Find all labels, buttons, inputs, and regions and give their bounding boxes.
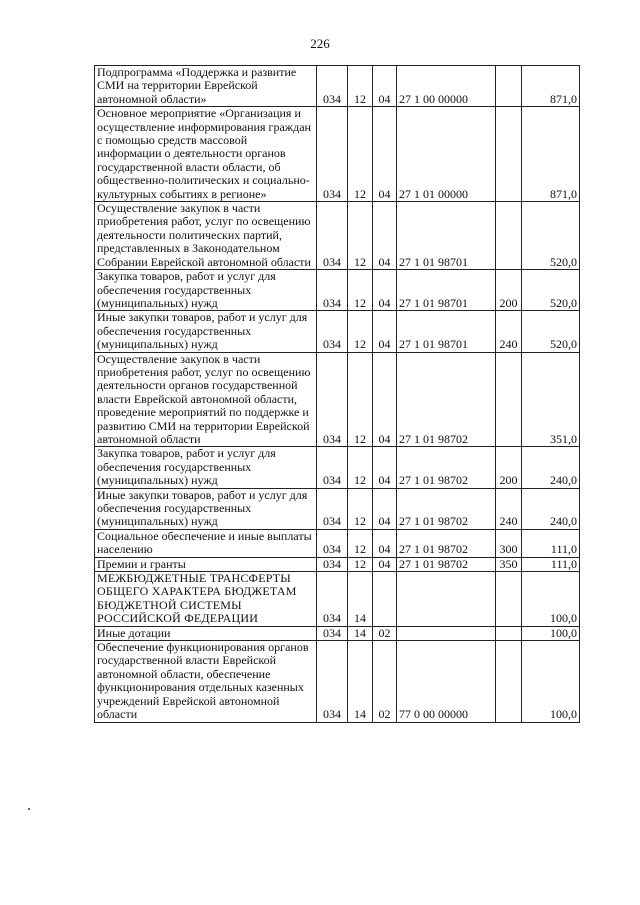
row-rz: 14 bbox=[348, 572, 373, 627]
row-rz: 12 bbox=[348, 447, 373, 488]
row-name: Обеспечение функционирования органов государственной власти Еврейской автономной области, обеспечение функционирования отдельных казенных учреждений Еврейской автономной области bbox=[95, 641, 317, 722]
row-pr: 04 bbox=[373, 270, 397, 311]
row-csr: 27 1 01 98702 bbox=[397, 488, 496, 529]
row-csr: 27 1 01 98702 bbox=[397, 557, 496, 571]
row-sum: 111,0 bbox=[522, 529, 580, 557]
row-name: Иные дотации bbox=[95, 626, 317, 640]
row-sum: 871,0 bbox=[522, 66, 580, 107]
row-sum: 100,0 bbox=[522, 641, 580, 722]
row-grbs: 034 bbox=[317, 641, 348, 722]
row-pr: 04 bbox=[373, 107, 397, 202]
row-pr: 04 bbox=[373, 557, 397, 571]
table-row bbox=[95, 626, 580, 640]
row-name: Подпрограмма «Поддержка и развитие СМИ на территории Еврейской автономной области» bbox=[95, 66, 317, 107]
row-sum: 240,0 bbox=[522, 488, 580, 529]
row-vr: 350 bbox=[496, 557, 522, 571]
row-csr: 27 1 01 98701 bbox=[397, 270, 496, 311]
row-grbs: 034 bbox=[317, 352, 348, 447]
row-rz: 12 bbox=[348, 488, 373, 529]
row-name: МЕЖБЮДЖЕТНЫЕ ТРАНСФЕРТЫ ОБЩЕГО ХАРАКТЕРА БЮДЖЕТАМ БЮДЖЕТНОЙ СИСТЕМЫ РОССИЙСКОЙ ФЕДЕРАЦИИ bbox=[95, 572, 317, 627]
row-vr bbox=[496, 572, 522, 627]
table-row bbox=[95, 107, 580, 202]
row-grbs: 034 bbox=[317, 447, 348, 488]
row-sum: 520,0 bbox=[522, 270, 580, 311]
table-row bbox=[95, 447, 580, 488]
row-csr: 27 1 01 98701 bbox=[397, 311, 496, 352]
row-vr bbox=[496, 202, 522, 270]
row-vr bbox=[496, 626, 522, 640]
row-pr bbox=[373, 572, 397, 627]
row-grbs: 034 bbox=[317, 107, 348, 202]
row-grbs: 034 bbox=[317, 557, 348, 571]
row-sum: 240,0 bbox=[522, 447, 580, 488]
table-row bbox=[95, 488, 580, 529]
row-rz: 12 bbox=[348, 557, 373, 571]
row-grbs: 034 bbox=[317, 270, 348, 311]
table-row bbox=[95, 641, 580, 722]
row-csr: 77 0 00 00000 bbox=[397, 641, 496, 722]
row-csr: 27 1 01 98702 bbox=[397, 529, 496, 557]
row-vr bbox=[496, 107, 522, 202]
row-csr: 27 1 01 98702 bbox=[397, 352, 496, 447]
row-name: Иные закупки товаров, работ и услуг для обеспечения государственных (муниципальных) нужд bbox=[95, 488, 317, 529]
row-vr: 240 bbox=[496, 311, 522, 352]
row-name: Закупка товаров, работ и услуг для обеспечения государственных (муниципальных) нужд bbox=[95, 447, 317, 488]
row-vr: 240 bbox=[496, 488, 522, 529]
row-name: Осуществление закупок в части приобретения работ, услуг по освещению деятельности органов государственной власти Еврейской автономной области, проведение мероприятий по поддержке и развитию СМИ на территории Еврейской автономной области bbox=[95, 352, 317, 447]
row-pr: 02 bbox=[373, 641, 397, 722]
row-rz: 12 bbox=[348, 202, 373, 270]
row-pr: 04 bbox=[373, 352, 397, 447]
row-grbs: 034 bbox=[317, 202, 348, 270]
row-name: Иные закупки товаров, работ и услуг для обеспечения государственных (муниципальных) нужд bbox=[95, 311, 317, 352]
row-grbs: 034 bbox=[317, 572, 348, 627]
row-csr: 27 1 01 00000 bbox=[397, 107, 496, 202]
row-vr: 200 bbox=[496, 447, 522, 488]
row-rz: 12 bbox=[348, 107, 373, 202]
row-sum: 111,0 bbox=[522, 557, 580, 571]
row-csr: 27 1 01 98702 bbox=[397, 447, 496, 488]
row-rz: 14 bbox=[348, 641, 373, 722]
row-sum: 100,0 bbox=[522, 572, 580, 627]
row-vr bbox=[496, 641, 522, 722]
budget-table bbox=[94, 65, 580, 723]
table-row bbox=[95, 66, 580, 107]
table-row bbox=[95, 572, 580, 627]
row-pr: 04 bbox=[373, 202, 397, 270]
row-pr: 04 bbox=[373, 447, 397, 488]
row-pr: 04 bbox=[373, 311, 397, 352]
row-name: Осуществление закупок в части приобретения работ, услуг по освещению деятельности политических партий, представленных в Законодательном Собрании Еврейской автономной области bbox=[95, 202, 317, 270]
row-grbs: 034 bbox=[317, 488, 348, 529]
row-csr: 27 1 00 00000 bbox=[397, 66, 496, 107]
row-csr bbox=[397, 572, 496, 627]
row-sum: 351,0 bbox=[522, 352, 580, 447]
row-pr: 02 bbox=[373, 626, 397, 640]
row-vr bbox=[496, 352, 522, 447]
row-pr: 04 bbox=[373, 488, 397, 529]
scan-speck bbox=[28, 808, 30, 810]
table-row bbox=[95, 202, 580, 270]
row-rz: 12 bbox=[348, 270, 373, 311]
page-number: 226 bbox=[310, 36, 330, 51]
row-csr: 27 1 01 98701 bbox=[397, 202, 496, 270]
table-row bbox=[95, 311, 580, 352]
row-pr: 04 bbox=[373, 529, 397, 557]
row-vr bbox=[496, 66, 522, 107]
row-name: Премии и гранты bbox=[95, 557, 317, 571]
row-rz: 12 bbox=[348, 311, 373, 352]
row-csr bbox=[397, 626, 496, 640]
row-grbs: 034 bbox=[317, 311, 348, 352]
row-sum: 520,0 bbox=[522, 202, 580, 270]
row-rz: 14 bbox=[348, 626, 373, 640]
table-row bbox=[95, 352, 580, 447]
row-pr: 04 bbox=[373, 66, 397, 107]
budget-table-body bbox=[95, 66, 580, 723]
row-rz: 12 bbox=[348, 529, 373, 557]
table-row bbox=[95, 529, 580, 557]
table-row bbox=[95, 270, 580, 311]
row-name: Основное мероприятие «Организация и осуществление информирования граждан с помощью средств массовой информации о деятельности органов государственной власти области, об общественно-политических и социально-культурных событиях в регионе» bbox=[95, 107, 317, 202]
row-name: Закупка товаров, работ и услуг для обеспечения государственных (муниципальных) нужд bbox=[95, 270, 317, 311]
row-sum: 871,0 bbox=[522, 107, 580, 202]
row-grbs: 034 bbox=[317, 529, 348, 557]
row-rz: 12 bbox=[348, 66, 373, 107]
row-vr: 300 bbox=[496, 529, 522, 557]
table-row bbox=[95, 557, 580, 571]
row-sum: 520,0 bbox=[522, 311, 580, 352]
row-rz: 12 bbox=[348, 352, 373, 447]
row-grbs: 034 bbox=[317, 626, 348, 640]
row-vr: 200 bbox=[496, 270, 522, 311]
row-name: Социальное обеспечение и иные выплаты населению bbox=[95, 529, 317, 557]
row-grbs: 034 bbox=[317, 66, 348, 107]
row-sum: 100,0 bbox=[522, 626, 580, 640]
